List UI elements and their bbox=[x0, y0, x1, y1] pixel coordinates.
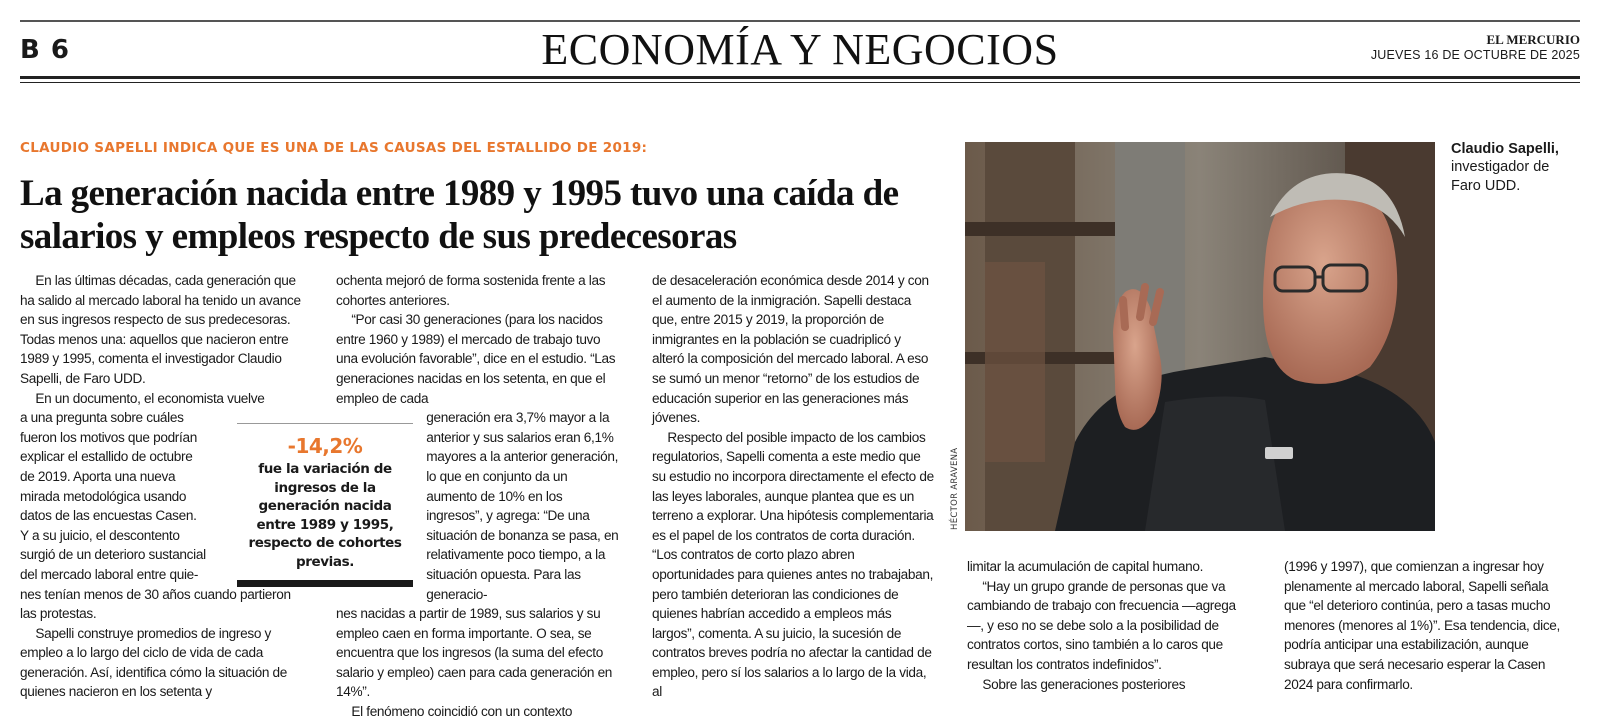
article-kicker: CLAUDIO SAPELLI INDICA QUE ES UNA DE LAS CAUSAS DEL ESTALLIDO DE 2019: bbox=[20, 140, 648, 156]
masthead-rule-thick bbox=[20, 76, 1580, 79]
publication-date: JUEVES 16 DE OCTUBRE DE 2025 bbox=[1370, 48, 1580, 62]
top-rule bbox=[20, 20, 1580, 22]
paragraph: de desaceleración económica desde 2014 y con el aumento de la inmigración. Sapelli destaca que, entre 2015 y 2019, la proporción de inmigrantes en la población se cuadriplicó y alteró la composición del mercado laboral. A eso se sumó un menor “retorno” de los estudios de educación superior en las generaciones más jóvenes. bbox=[652, 273, 929, 427]
body-column-4 bbox=[967, 558, 1245, 695]
paragraph-text: nes nacidas a partir de 1989, sus salarios y su empleo caen en forma importante. O sea, se encuentra que los ingresos (la suma del efecto salario y empleo) caen para cada generación en 14%”. bbox=[336, 606, 613, 701]
paragraph-text: a una pregunta sobre cuáles fueron los motivos que podrían explicar el estallido de octubre de 2019. Aporta una nueva mirada metodológica usando datos de las encuestas Casen. Y a su juicio, el descontento surgió de un deterioro sustancial del mercado laboral entre quie- bbox=[20, 410, 206, 583]
paragraph: Sobre las generaciones posteriores bbox=[982, 676, 1186, 693]
article-headline: La generación nacida entre 1989 y 1995 tuvo una caída de salarios y empleos respecto de sus predecesoras bbox=[20, 173, 899, 257]
body-column-3 bbox=[652, 272, 936, 703]
portrait-photo-illustration bbox=[965, 142, 1435, 531]
paragraph: (1996 y 1997), que comienzan a ingresar hoy plenamente al mercado laboral, Sapelli señala que “el deterioro continúa, pero a tasas mucho menores (menores al 1%)”. Esa tendencia, dice, podría anticipar una estabilización, aunque subraya que será necesario esperar la Casen 2024 para confirmarlo. bbox=[1284, 559, 1560, 693]
paragraph-text: “Por casi 30 generaciones (para los nacidos entre 1960 y 1989) el mercado de trabajo tuvo una evolución favorable”, dice en el estudio. “Las generaciones nacidas en los setenta, en que el empleo de cada bbox=[336, 312, 616, 407]
newspaper-name: EL MERCURIO bbox=[1486, 32, 1580, 47]
paragraph: Respecto del posible impacto de los cambios regulatorios, Sapelli comenta a este medio que su estudio no incorpora directamente el efecto de las leyes laborales, aunque plantea que es un terreno a explorar. Una hipótesis complementaria es el papel de los contratos de corta duración. “Los contratos de corto plazo abren oportunidades para quienes antes no trabajaban, pero también deterioran las condiciones de quienes habrían accedido a empleos más largos”, comenta. A su juicio, la sucesión de contratos breves podría no afectar la cantidad de empleo, pero sí los salarios a lo largo de la vida, al bbox=[652, 429, 934, 701]
article-photo bbox=[965, 142, 1435, 531]
paragraph: limitar la acumulación de capital humano. bbox=[967, 559, 1204, 575]
paragraph-text: generación era 3,7% mayor a la anterior y sus salarios eran 6,1% mayores a la anterior generación, lo que en conjunto da un aumento de 10% en los ingresos”, y agrega: “De una situación de bonanza se pasa, en relativamente poco tiempo, a la situación opuesta. Para las generacio- bbox=[426, 410, 619, 603]
photo-caption bbox=[1451, 140, 1571, 195]
page-number: B 6 bbox=[20, 35, 70, 65]
paragraph-text: En un documento, el economista vuelve bbox=[35, 390, 265, 407]
body-column-5 bbox=[1284, 558, 1568, 695]
caption-text: investigador de Faro UDD. bbox=[1451, 159, 1550, 194]
caption-name: Claudio Sapelli, bbox=[1451, 141, 1559, 157]
paragraph: En las últimas décadas, cada generación que ha salido al mercado laboral ha tenido un avance en sus ingresos respecto de sus predecesoras. Todas menos una: aquellos que nacieron entre 1989 y 1995, comenta el investigador Claudio Sapelli, de Faro UDD. bbox=[20, 273, 301, 387]
pull-quote-text: fue la variación de ingresos de la generación nacida entre 1989 y 1995, respecto de cohortes previas. bbox=[237, 460, 413, 587]
pull-quote-figure: -14,2% bbox=[287, 434, 363, 458]
paragraph: ochenta mejoró de forma sostenida frente a las cohortes anteriores. bbox=[336, 273, 606, 309]
pull-quote bbox=[237, 423, 413, 587]
paragraph: El fenómeno coincidió con un contexto bbox=[351, 704, 573, 721]
photo-credit: HÉCTOR ARAVENA bbox=[950, 447, 960, 530]
section-title: ECONOMÍA Y NEGOCIOS bbox=[541, 25, 1059, 74]
paragraph: Sapelli construye promedios de ingreso y empleo a lo largo del ciclo de vida de cada generación. Así, identifica cómo la situación de quienes nacieron en los setenta y bbox=[20, 625, 288, 701]
paragraph: “Hay un grupo grande de personas que va cambiando de trabajo con frecuencia —agrega—, y eso no se debe solo a la posibilidad de contratos cortos, sino también a lo caros que resultan los contratos indefinidos”. bbox=[967, 578, 1236, 673]
paragraph-text: nes tenían menos de 30 años cuando partieron las protestas. bbox=[20, 586, 291, 623]
masthead-rule-thin bbox=[20, 82, 1580, 83]
